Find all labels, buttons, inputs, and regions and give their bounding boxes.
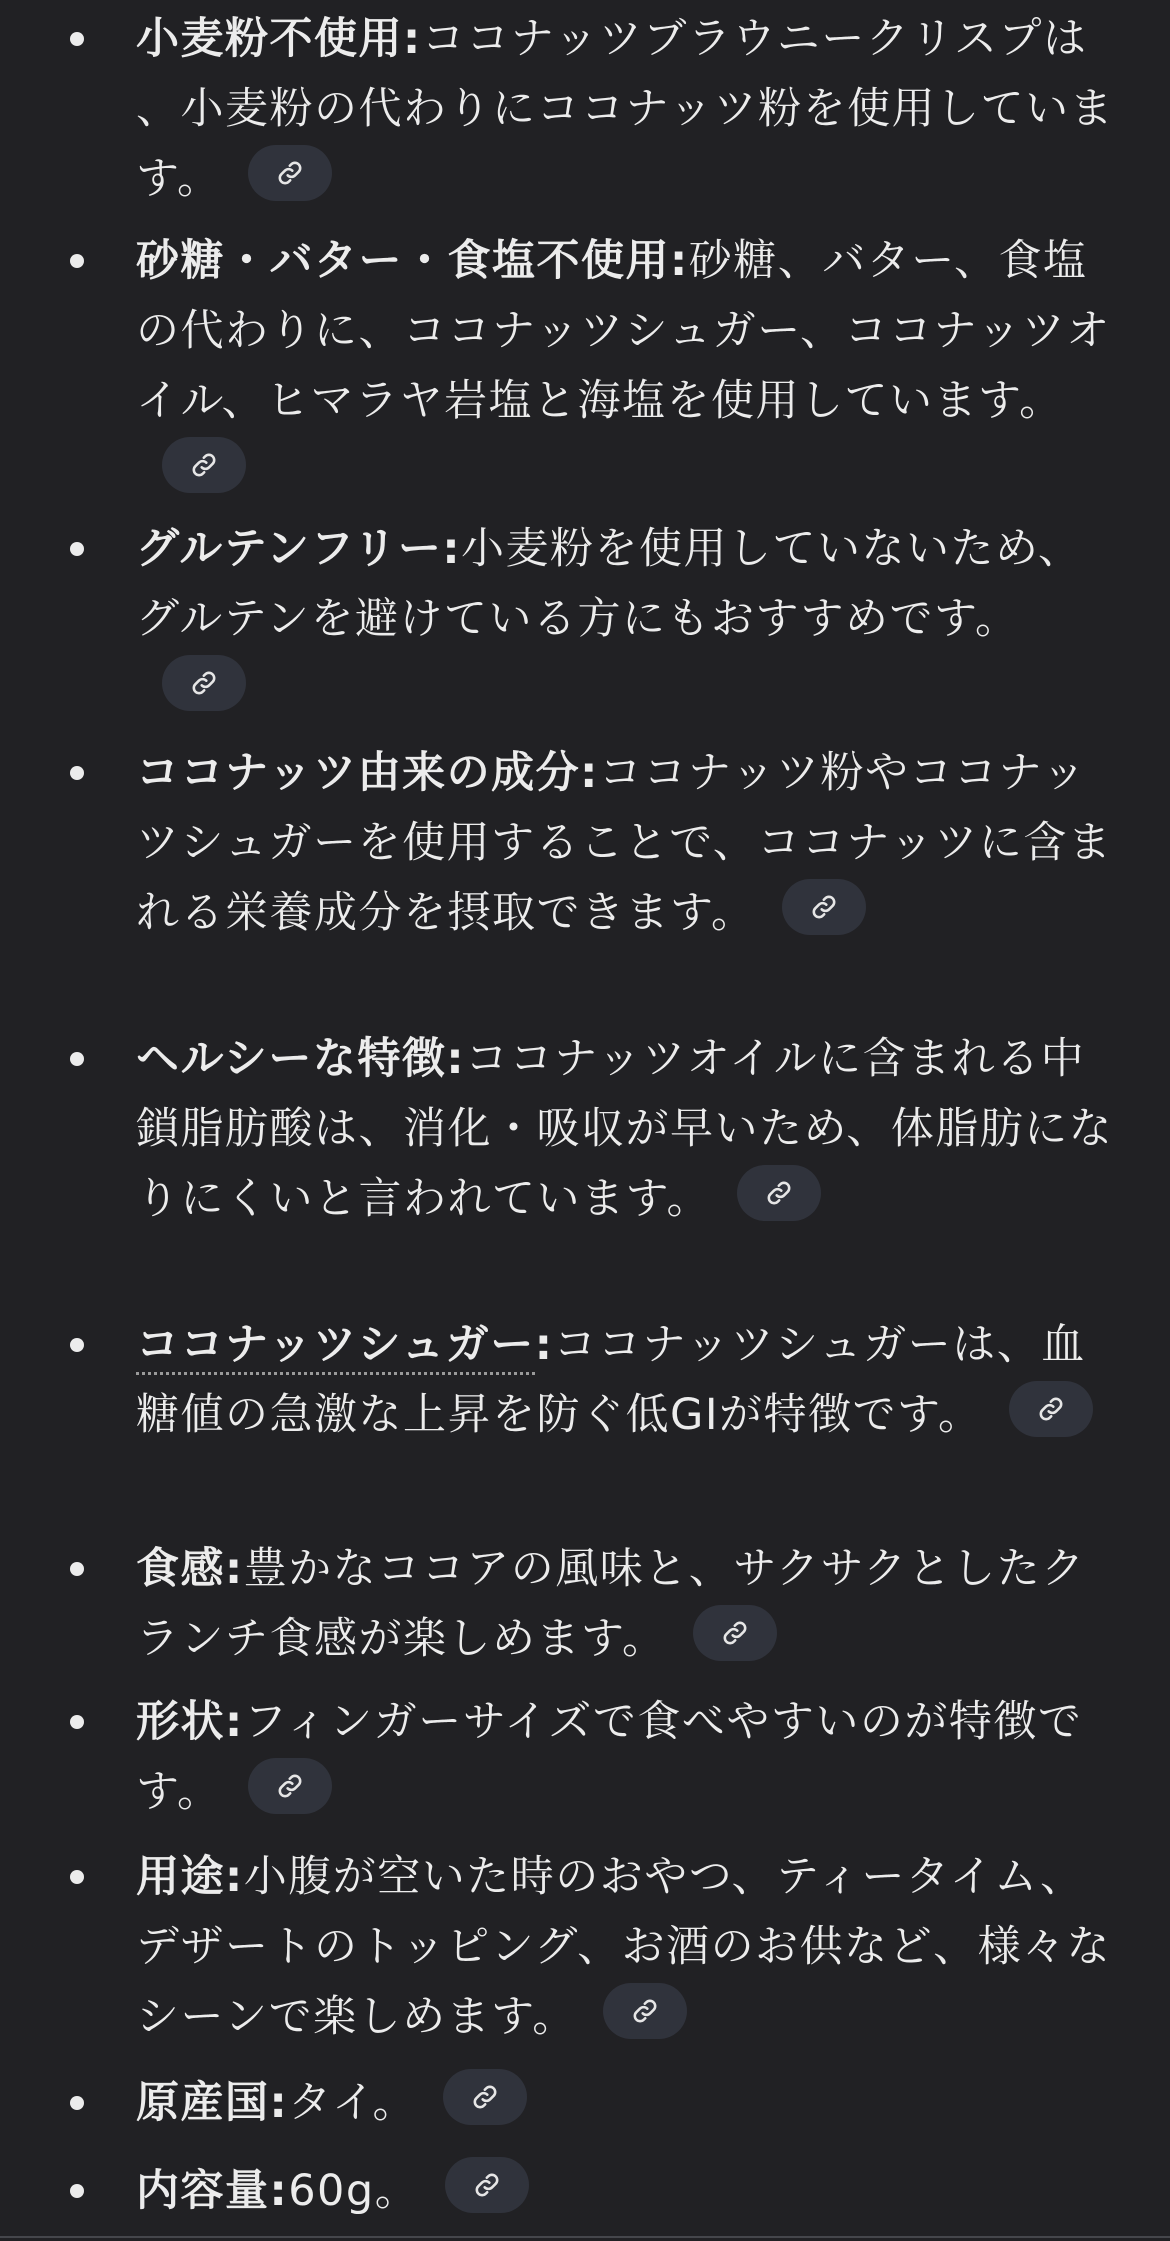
link-icon <box>471 2083 499 2111</box>
link-icon <box>190 451 218 479</box>
item-text <box>136 1024 1116 1234</box>
link-icon <box>721 1619 749 1647</box>
bullet <box>70 2096 84 2110</box>
source-link-button[interactable] <box>248 1758 332 1814</box>
glossary-term-link[interactable]: ココナッツシュガー <box>136 1320 535 1375</box>
source-link-button[interactable] <box>443 2069 527 2125</box>
bullet <box>70 2184 84 2198</box>
divider <box>0 2236 1170 2238</box>
item-term-suffix: : <box>534 1320 554 1370</box>
source-link-button[interactable] <box>248 145 332 201</box>
item-text <box>136 514 1116 724</box>
bullet <box>70 542 84 556</box>
bullet <box>70 1052 84 1066</box>
item-text <box>136 4 1116 214</box>
bullet <box>70 1338 84 1352</box>
item-description: 小麦粉を使用していないため、グルテンを避けている方にもおすすめです。 <box>136 524 1083 644</box>
source-link-button[interactable] <box>445 2157 529 2213</box>
bullet <box>70 1562 84 1576</box>
item-term: 形状: <box>136 1697 244 1747</box>
item-term: グルテンフリー: <box>136 524 462 574</box>
item-text <box>136 1842 1116 2052</box>
item-description: 砂糖、バター、食塩の代わりに、ココナッツシュガー、ココナッツオイル、ヒマラヤ岩塩と海塩を使用しています。 <box>136 236 1111 426</box>
item-description: ココナッツ粉やココナッツシュガーを使用することで、ココナッツに含まれる栄養成分を摂取できます。 <box>136 748 1113 938</box>
item-description: タイ。 <box>288 2078 417 2128</box>
link-icon <box>631 1997 659 2025</box>
item-term: 小麦粉不使用: <box>136 14 422 64</box>
item-text <box>136 1534 1116 1674</box>
bullet <box>70 766 84 780</box>
link-icon <box>810 893 838 921</box>
bullet <box>70 1870 84 1884</box>
source-link-button[interactable] <box>603 1983 687 2039</box>
link-icon <box>473 2171 501 2199</box>
item-term: 食感: <box>136 1544 244 1594</box>
item-term: 原産国: <box>136 2078 289 2128</box>
bullet <box>70 32 84 46</box>
item-description: フィンガーサイズで食べやすいのが特徴です。 <box>136 1697 1083 1817</box>
link-icon <box>190 669 218 697</box>
item-text <box>136 1310 1116 1450</box>
item-term: ココナッツ由来の成分: <box>136 748 599 798</box>
source-link-button[interactable] <box>162 437 246 493</box>
source-link-button[interactable] <box>782 879 866 935</box>
source-link-button[interactable] <box>693 1605 777 1661</box>
item-text <box>136 1687 1116 1827</box>
item-term: ヘルシーな特徴: <box>136 1034 466 1084</box>
item-term: 用途: <box>136 1852 244 1902</box>
item-description: ココナッツブラウニークリスプは、小麦粉の代わりにココナッツ粉を使用しています。 <box>136 14 1115 204</box>
bullet <box>70 1715 84 1729</box>
source-link-button[interactable] <box>162 655 246 711</box>
link-icon <box>765 1179 793 1207</box>
source-link-button[interactable] <box>737 1165 821 1221</box>
item-text <box>136 2156 1116 2226</box>
link-icon <box>1037 1395 1065 1423</box>
item-description: ココナッツオイルに含まれる中鎖脂肪酸は、消化・吸収が早いため、体脂肪になりにくいと言われています。 <box>136 1034 1114 1224</box>
link-icon <box>276 159 304 187</box>
item-text <box>136 2068 1116 2138</box>
item-description: ココナッツシュガーは、血糖値の急激な上昇を防ぐ低GIが特徴です。 <box>136 1320 1086 1440</box>
source-link-button[interactable] <box>1009 1381 1093 1437</box>
item-text <box>136 738 1116 948</box>
link-icon <box>276 1772 304 1800</box>
item-description: 豊かなココアの風味と、サクサクとしたクランチ食感が楽しめます。 <box>136 1544 1086 1664</box>
item-term: 砂糖・バター・食塩不使用: <box>136 236 689 286</box>
bullet <box>70 254 84 268</box>
item-term: 内容量: <box>136 2166 289 2216</box>
item-description: 60g。 <box>288 2166 420 2216</box>
item-text <box>136 226 1116 506</box>
item-description: 小腹が空いた時のおやつ、ティータイム、デザートのトッピング、お酒のお供など、様々なシーンで楽しめます。 <box>136 1852 1112 2042</box>
